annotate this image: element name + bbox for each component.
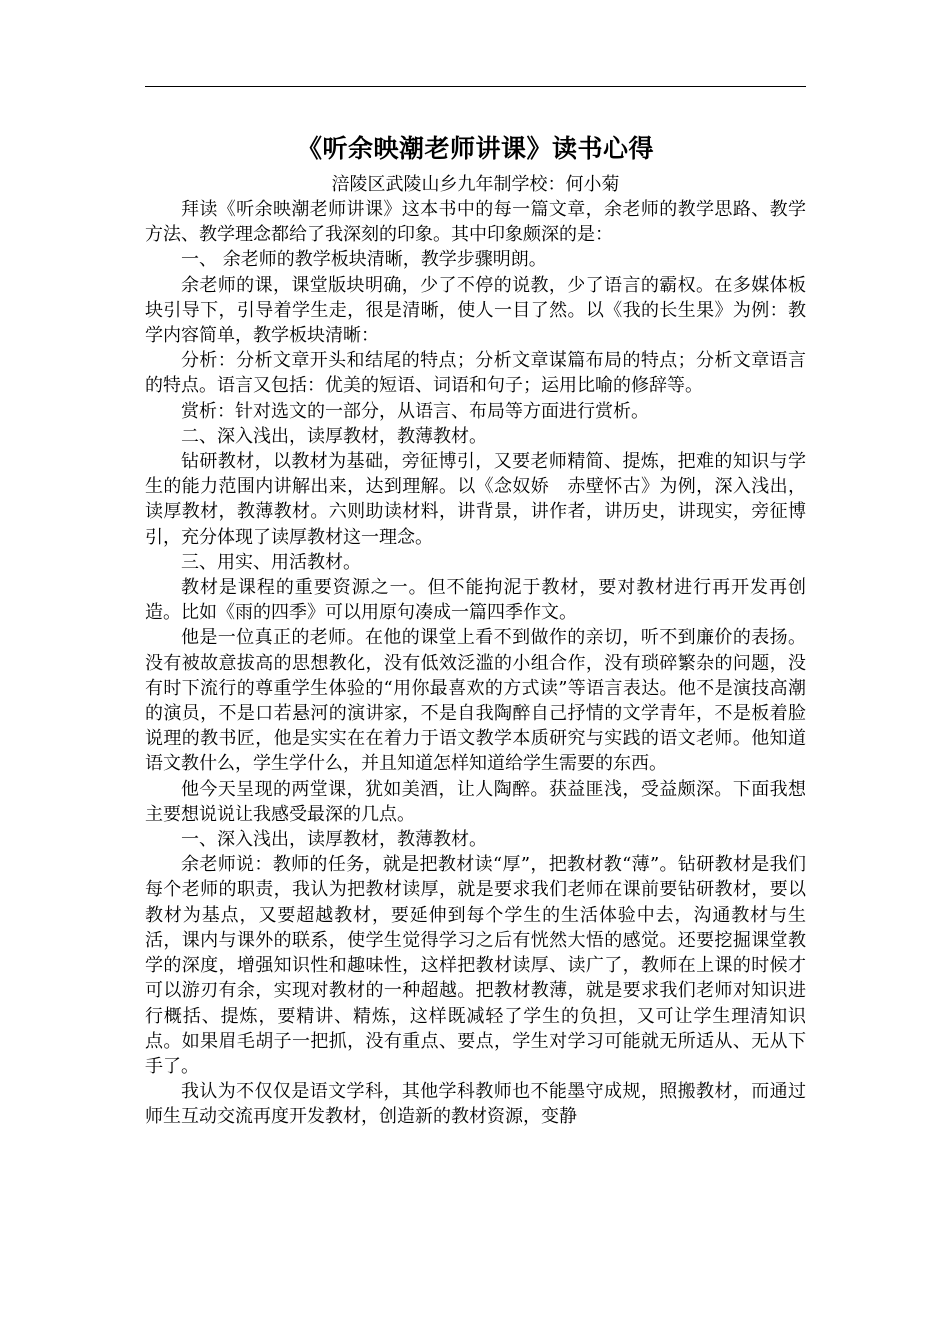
paragraph: 我认为不仅仅是语文学科，其他学科教师也不能墨守成规，照搬教材，而通过师生互动交流再度开发教材，创造新的教材资源，变静: [145, 1081, 806, 1128]
section-heading-1: 一、 余老师的教学板块清晰，教学步骤明朗。: [181, 249, 547, 271]
paragraph-intro: 拜读《听余映潮老师讲课》这本书中的每一篇文章，余老师的教学思路、教学方法、教学理念都给了我深刻的印象。其中印象颇深的是：: [145, 199, 806, 246]
section-heading-4: 一、深入浅出，读厚教材，教薄教材。: [181, 829, 487, 851]
paragraph: 余老师说：教师的任务，就是把教材读“厚”，把教材教“薄”。钻研教材是我们每个老师的职责，我认为把教材读厚，就是要求我们老师在课前要钻研教材，要以教材为基点，又要超越教材，要延伸到每个学生的生活体验中去，沟通教材与生活，课内与课外的联系，使学生觉得学习之后有恍然大悟的感觉。还要挖掘课堂教学的深度，增强知识性和趣味性，这样把教材读厚、读广了，教师在上课的时候才可以游刃有余，实现对教材的一种超越。把教材教薄，就是要求我们老师对知识进行概括、提炼，要精讲、精炼，这样既减轻了学生的负担，又可让学生理清知识点。如果眉毛胡子一把抓，没有重点、要点，学生对学习可能就无所适从、无从下手了。: [145, 854, 806, 1077]
paragraph: 钻研教材，以教材为基础，旁征博引，又要老师精简、提炼，把难的知识与学生的能力范围内讲解出来，达到理解。以《念奴娇 赤壁怀古》为例，深入浅出，读厚教材，教薄教材。六则助读材料，讲背景，讲作者，讲历史，讲现实，旁征博引，充分体现了读厚教材这一理念。: [145, 451, 806, 548]
paragraph: 教材是课程的重要资源之一。但不能拘泥于教材，要对教材进行再开发再创造。比如《雨的四季》可以用原句凑成一篇四季作文。: [145, 577, 806, 624]
header-rule: [145, 86, 806, 87]
author-line: 涪陵区武陵山乡九年制学校：何小菊: [331, 174, 620, 195]
paragraph: 余老师的课，课堂版块明确，少了不停的说教，少了语言的霸权。在多媒体板块引导下，引导着学生走，很是清晰，使人一目了然。以《我的长生果》为例：教学内容简单，教学板块清晰：: [145, 274, 806, 347]
section-heading-3: 三、用实、用活教材。: [181, 551, 361, 573]
paragraph: 分析：分析文章开头和结尾的特点；分析文章谋篇布局的特点；分析文章语言的特点。语言又包括：优美的短语、词语和句子；运用比喻的修辞等。: [145, 350, 806, 397]
document-body: [145, 126, 806, 1130]
paragraph: 赏析：针对选文的一部分，从语言、布局等方面进行赏析。: [181, 400, 649, 422]
paragraph: 他是一位真正的老师。在他的课堂上看不到做作的亲切，听不到廉价的表扬。没有被故意拔高的思想教化，没有低效泛滥的小组合作，没有琐碎繁杂的问题，没有时下流行的尊重学生体验的“用你最喜欢的方式读”等语言表达。他不是演技高潮的演员，不是口若悬河的演讲家，不是自我陶醉自己抒情的文学青年，不是板着脸说理的教书匠，他是实实在在着力于语文教学本质研究与实践的语文老师。他知道语文教什么，学生学什么，并且知道怎样知道给学生需要的东西。: [145, 627, 806, 775]
document-title: 《听余映潮老师讲课》读书心得: [296, 134, 654, 163]
section-heading-2: 二、深入浅出，读厚教材，教薄教材。: [181, 425, 487, 447]
paragraph: 他今天呈现的两堂课，犹如美酒，让人陶醉。获益匪浅，受益颇深。下面我想主要想说说让我感受最深的几点。: [145, 778, 806, 825]
